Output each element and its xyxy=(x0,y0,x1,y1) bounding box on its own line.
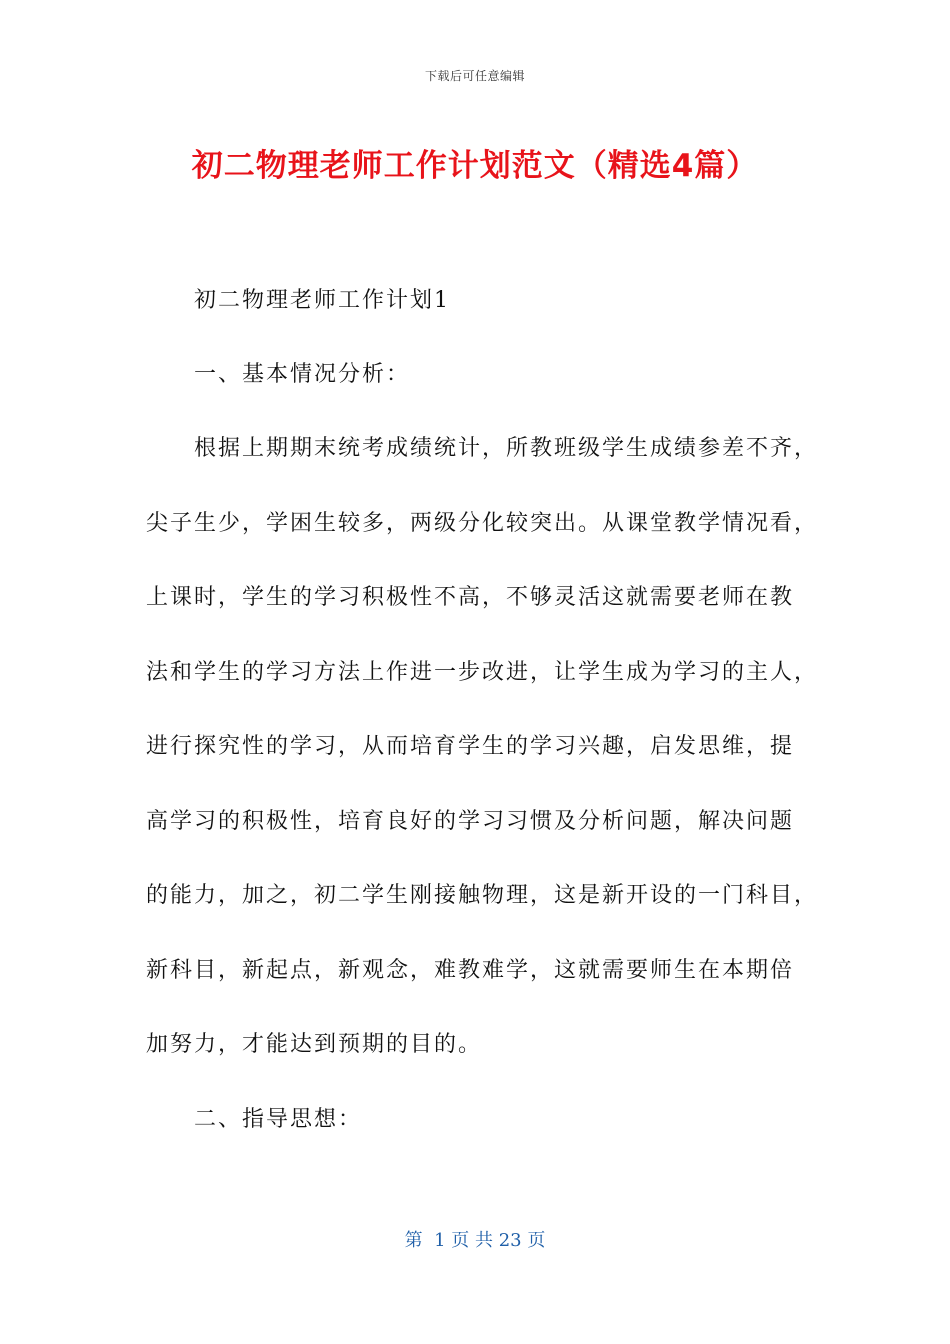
subheading-guiding-ideology: 二、指导思想： xyxy=(194,1107,363,1132)
paragraph-line: 高学习的积极性，培育良好的学习习惯及分析问题，解决问题 xyxy=(146,809,795,834)
paragraph-line: 加努力，才能达到预期的目的。 xyxy=(146,1032,483,1057)
paragraph-line: 法和学生的学习方法上作进一步改进，让学生成为学习的主人， xyxy=(146,660,819,685)
page-number-footer: 第 1 页 共 23 页 xyxy=(404,1230,546,1251)
header-note: 下载后可任意编辑 xyxy=(424,69,525,83)
paragraph-line: 上课时，学生的学习积极性不高，不够灵活这就需要老师在教 xyxy=(146,585,795,610)
document-title: 初二物理老师工作计划范文（精选4篇） xyxy=(191,148,759,184)
subheading-basic-analysis: 一、基本情况分析： xyxy=(194,362,411,387)
paragraph-line: 尖子生少，学困生较多，两级分化较突出。从课堂教学情况看， xyxy=(146,511,819,536)
paragraph-line: 进行探究性的学习，从而培育学生的学习兴趣，启发思维，提 xyxy=(146,734,795,759)
section-heading: 初二物理老师工作计划1 xyxy=(194,288,450,313)
paragraph-line: 根据上期期末统考成绩统计，所教班级学生成绩参差不齐， xyxy=(194,436,819,461)
paragraph-line: 的能力，加之，初二学生刚接触物理，这是新开设的一门科目， xyxy=(146,883,819,908)
paragraph-line: 新科目，新起点，新观念，难教难学，这就需要师生在本期倍 xyxy=(146,958,795,983)
